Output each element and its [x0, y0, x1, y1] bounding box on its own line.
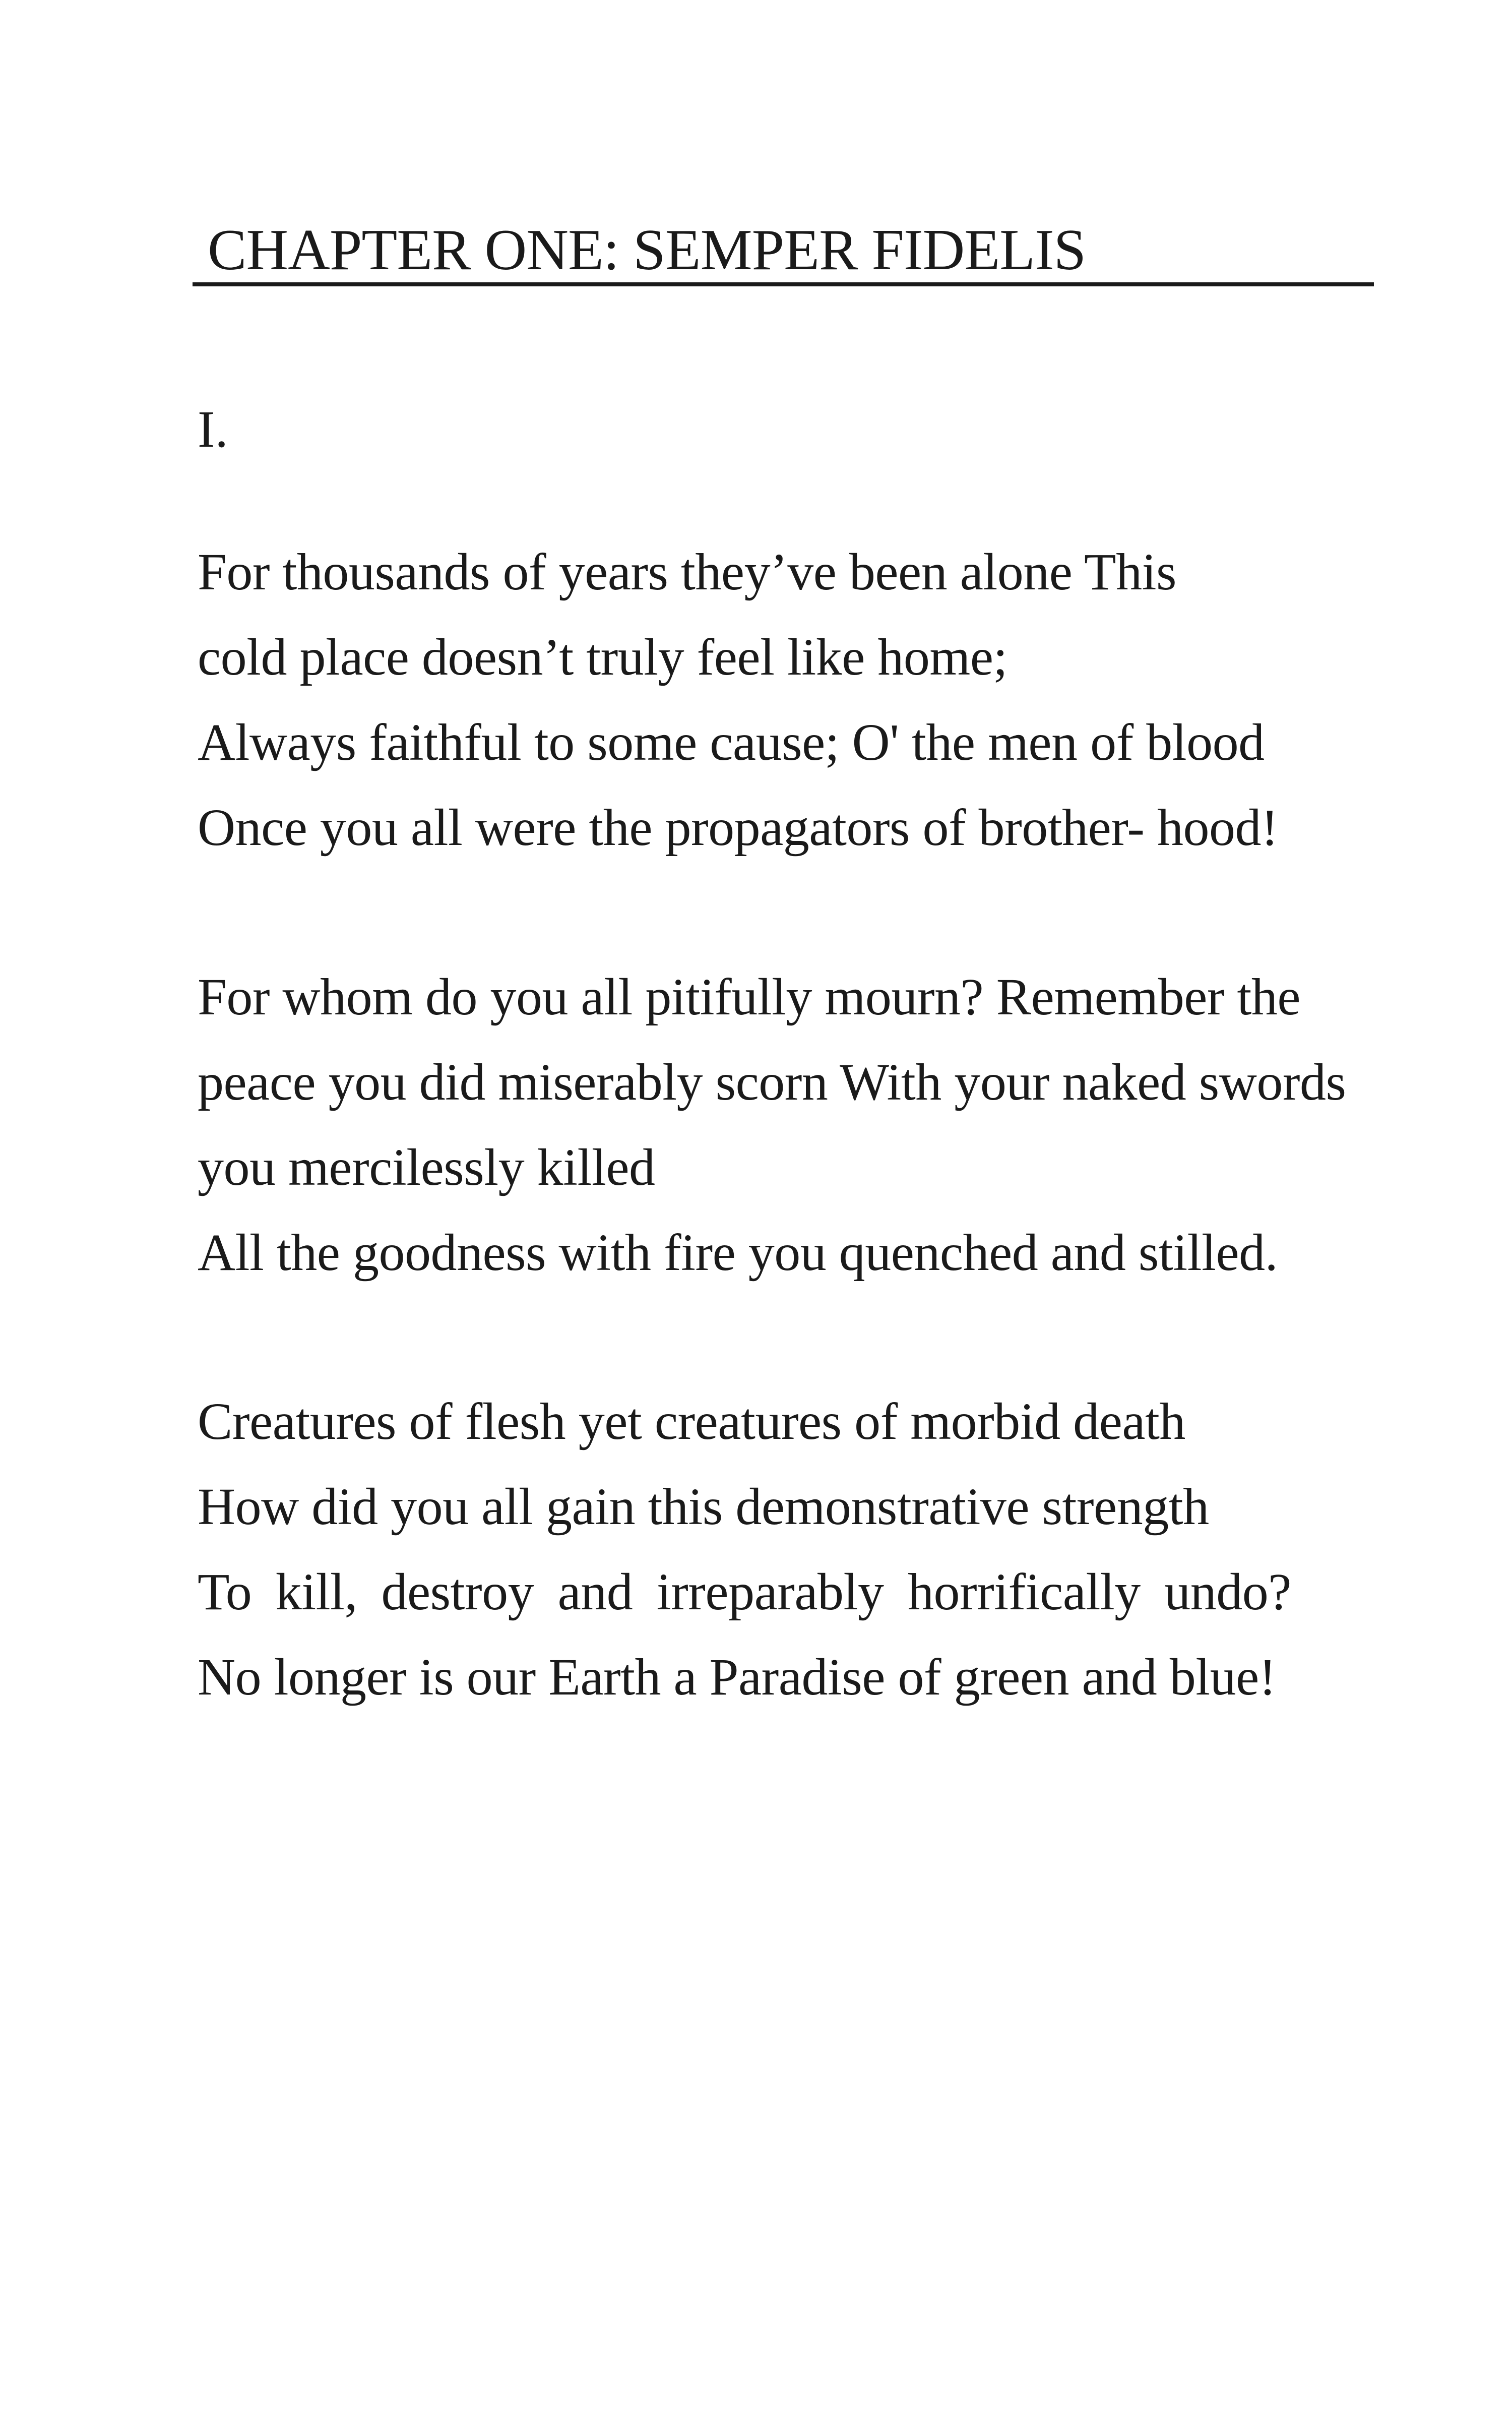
verse-line: Always faithful to some cause; O' the men of blood	[198, 713, 1265, 771]
verse-line: Once you all were the propagators of brother- hood!	[198, 799, 1279, 857]
verse-line: All the goodness with fire you quenched and stilled.	[198, 1224, 1278, 1282]
verse-line: cold place doesn’t truly feel like home;	[198, 628, 1007, 686]
verse-line: you mercilessly killed	[198, 1138, 655, 1196]
section-number: I.	[198, 400, 228, 458]
verse-line: peace you did miserably scorn With your naked swords	[198, 1053, 1346, 1111]
stanza-1	[198, 529, 1357, 870]
verse-line: To kill, destroy and irreparably horrifically undo?	[198, 1563, 1291, 1621]
verse-line: For thousands of years they’ve been alone This	[198, 543, 1176, 601]
chapter-title: CHAPTER ONE: SEMPER FIDELIS	[208, 218, 1086, 282]
verse-line: How did you all gain this demonstrative strength	[198, 1478, 1209, 1536]
verse-line: For whom do you all pitifully mourn? Remember the	[198, 968, 1301, 1026]
stanza-2	[198, 954, 1357, 1295]
chapter-heading	[193, 220, 1374, 286]
verse-line: Creatures of flesh yet creatures of morbid death	[198, 1393, 1185, 1450]
verse-line: No longer is our Earth a Paradise of green and blue!	[198, 1648, 1276, 1706]
stanza-3	[198, 1379, 1357, 1720]
